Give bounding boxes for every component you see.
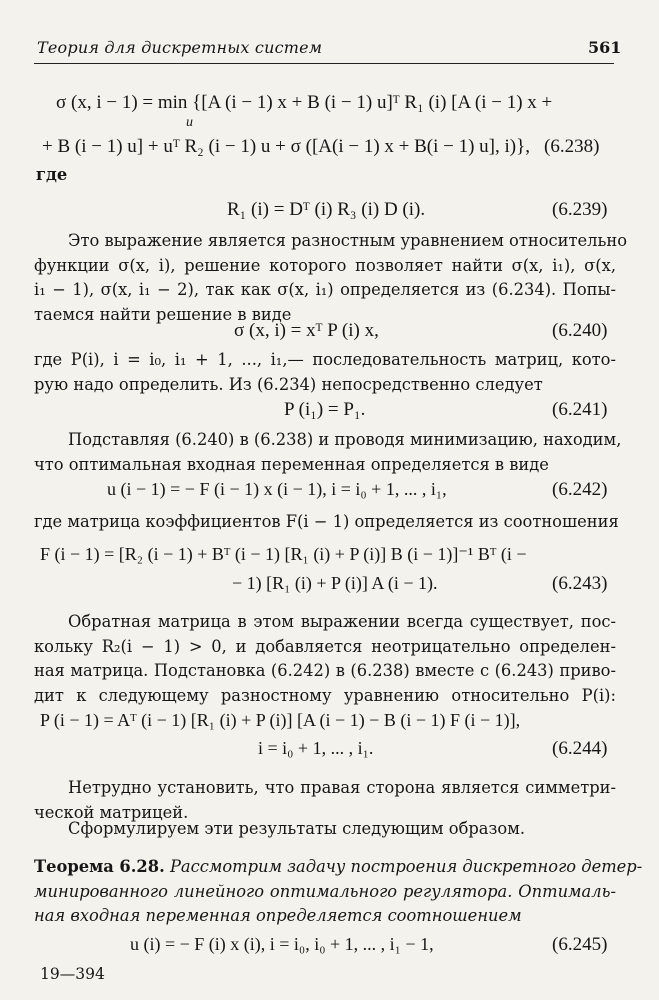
paragraph-7-line-1: Сформулируем эти результаты следующим образом. [68, 819, 526, 838]
page-number: 561 [588, 38, 622, 57]
paragraph-6-line-2: ческой матрицей. [34, 802, 189, 822]
equation-6-242-number: (6.242) [552, 479, 608, 500]
paragraph-3-line-1: Подставляя (6.240) в (6.238) и проводя минимизацию, находим, [68, 430, 622, 449]
equation-6-244-line-2: i = i₀ + 1, ... , i₁. [258, 738, 374, 758]
equation-6-240-number: (6.240) [552, 320, 608, 341]
equation-6-244-line-1: P (i − 1) = Aᵀ (i − 1) [R₁ (i) + P (i)] [A (i − 1) − B (i − 1) F (i − 1)], [40, 710, 521, 730]
equation-6-243-number: (6.243) [552, 573, 608, 594]
theorem-label: Теорема 6.28. [34, 857, 165, 876]
paragraph-2-line-2: рую надо определить. Из (6.234) непосредственно следует [34, 374, 543, 394]
header-rule [34, 63, 614, 64]
paragraph-1 [34, 229, 627, 327]
paragraph-7 [34, 817, 616, 842]
paragraph-1-line-1: Это выражение является разностным уравнением относительно [68, 231, 627, 250]
paragraph-3 [34, 428, 622, 477]
equation-6-238-min-subscript: u [186, 115, 193, 130]
equation-6-239: R₁ (i) = Dᵀ (i) R₃ (i) D (i). [227, 199, 426, 220]
running-title: Теория для дискретных систем [37, 38, 323, 57]
theorem-6-28 [34, 855, 643, 929]
equation-6-242: u (i − 1) = − F (i − 1) x (i − 1), i = i₀ + 1, ... , i₁, [107, 479, 447, 499]
paragraph-4 [34, 510, 619, 535]
equation-6-244-number: (6.244) [552, 738, 608, 759]
equation-6-238-number: (6.238) [544, 136, 600, 157]
where-label: где [36, 165, 68, 184]
equation-6-245: u (i) = − F (i) x (i), i = i₀, i₀ + 1, ... , i₁ − 1, [130, 934, 434, 954]
equation-6-238-line-2: + B (i − 1) u] + uᵀ R₂ (i − 1) u + σ ([A(i − 1) x + B(i − 1) u], i)}, [42, 136, 530, 157]
paragraph-2 [34, 348, 616, 397]
signature-mark: 19—394 [40, 965, 105, 983]
paragraph-1-line-3: i₁ − 1), σ(x, i₁ − 2), так как σ(x, i₁) определяется из (6.234). Попы- [34, 280, 616, 299]
paragraph-2-line-1: где P(i), i = i₀, i₁ + 1, ..., i₁,— последовательность матриц, кото- [34, 350, 616, 369]
theorem-text-1: Рассмотрим задачу построения дискретного детер- [169, 857, 643, 876]
equation-6-241: P (i₁) = P₁. [284, 399, 366, 420]
equation-6-239-number: (6.239) [552, 199, 608, 220]
paragraph-3-line-2: что оптимальная входная переменная определяется в виде [34, 454, 549, 474]
paragraph-5-line-4: дит к следующему разностному уравнению относительно P(i): [34, 685, 616, 705]
paragraph-5-line-2: кольку R₂(i − 1) > 0, и добавляется неотрицательно определен- [34, 636, 616, 656]
paragraph-4-line-1: где матрица коэффициентов F(i − 1) определяется из соотношения [34, 512, 619, 531]
paragraph-1-line-2: функции σ(x, i), решение которого позволяет найти σ(x, i₁), σ(x, [34, 255, 616, 275]
paragraph-5-line-1: Обратная матрица в этом выражении всегда существует, пос- [68, 612, 616, 631]
paragraph-1-line-4: таемся найти решение в виде [34, 304, 292, 324]
equation-6-240: σ (x, i) = xᵀ P (i) x, [234, 320, 379, 341]
equation-6-245-number: (6.245) [552, 934, 608, 955]
theorem-line-1 [34, 855, 643, 880]
equation-6-243-line-2: − 1) [R₁ (i) + P (i)] A (i − 1). [232, 573, 438, 593]
paragraph-6-line-1: Нетрудно установить, что правая сторона является симметри- [68, 778, 616, 797]
theorem-text-2: минированного линейного оптимального регулятора. Оптималь- [34, 881, 616, 901]
equation-6-243-line-1: F (i − 1) = [R₂ (i − 1) + Bᵀ (i − 1) [R₁ (i) + P (i)] B (i − 1)]⁻¹ Bᵀ (i − [40, 544, 527, 564]
paragraph-5-line-3: ная матрица. Подстановка (6.242) в (6.238) вместе с (6.243) приво- [34, 661, 616, 680]
equation-6-238-line-1: σ (x, i − 1) = min {[A (i − 1) x + B (i − 1) u]ᵀ R₁ (i) [A (i − 1) x + [56, 92, 553, 113]
paragraph-5 [34, 610, 616, 708]
theorem-text-3: ная входная переменная определяется соотношением [34, 906, 522, 925]
equation-6-241-number: (6.241) [552, 399, 608, 420]
